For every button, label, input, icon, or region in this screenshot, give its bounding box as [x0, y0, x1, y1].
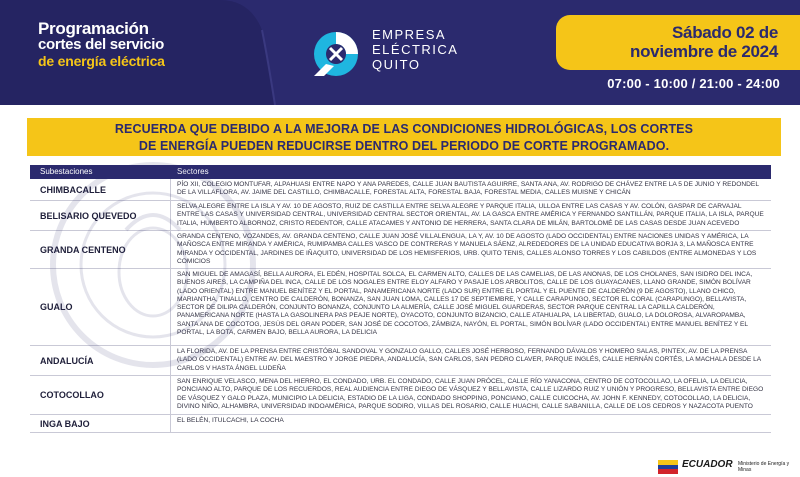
notice-banner [27, 118, 781, 156]
sector-list: PÍO XII, COLEGIO MONTUFAR, ALPAHUASI ENTRE NAPO Y ANA PAREDES, CALLE JUAN BAUTISTA AGUIRRE, SANTA ANA, AV. RODRIGO DE CHÁVEZ ENTRE LA 5 DE JUNIO Y REDONDEL DE LA VILLAFLORA, AV. JAIME DEL CASTILLO, CHIMBACALLE, FORESTAL ALTA, FORESTAL BAJA, FORESTAL MEDIA, CALLES MUISNE Y CHICÁN [177, 181, 759, 197]
sector-list: SAN MIGUEL DE AMAGASÍ, BELLA AURORA, EL EDÉN, HOSPITAL SOLCA, EL CARMEN ALTO, CALLES DE LAS CAMELIAS, DE LAS ANONAS, DE LOS CHOLANES, SAN ISIDRO DEL INCA, BUENOS AIRES, LA CAMPIÑA DEL INCA, CALLE DE LOS NOGALES ENTRE ELOY ALFARO Y PASAJE LOS ARBOLITOS, CALLE DE LOS GUAYACANES, LLANO GRANDE, SIMÓN BOLÍVAR (LADO ORIENTAL) ENTRE MANUEL BENÍTEZ Y EL PORTAL, PANAMERICANA NORTE (LADO SUR) ENTRE EL PORTAL Y EL PUENTE DE CALDERÓN (9 DE AGOSTO), LLANO CHICO, MARIANTHA, TINALLO, CENTRO DE CALDERÓN, BONANZA, SAN JUAN LOMA, CALLES 17 DE SEPTIEMBRE, Y CALLE CARAPUNGO, SECTOR EL CORAL (CARAPUNGO), BELLAVISTA, SECTOR DE DILIPA CALDERÓN, CONJUNTO BONANZA, CONJUNTO LA ALMERÍA, CALLE JOSÉ MIGUEL GUARDERAS, SECTOR PARQUE CENTRAL LA CAPILLA CALDERÓN, PANAMERICANA NORTE (HASTA LA GASOLINERA PAS PEAJE NORTE), OYACOTO, CONJUNTO BIZANCIO, CALLE ATAHUALPA, LA LIBERTAD, GUALO, LA DOLOROSA, ALVAROPAMBA, SANTA ANA DE COCOTOG, JESÚS DEL GRAN PODER, SAN JOSÉ DE COCOTOG, ZÁMBIZA, NAYÓN, EL PORTAL, SIMÓN BOLÍVAR (LADO OCCIDENTAL) ENTRE MANUEL BENÍTEZ Y EL PORTAL, LA BOTA, CARMEN BAJO, BELLA AURORA, LA DELICIA [177, 271, 753, 337]
substation-name: CHIMBACALLE [40, 184, 106, 195]
header-banner [0, 0, 800, 105]
watermark-seal-icon [48, 160, 258, 370]
title-line-2: cortes del servicio [38, 36, 165, 53]
substation-name: GRANDA CENTENO [40, 244, 126, 255]
notice-line-1: RECUERDA QUE DEBIDO A LA MEJORA DE LAS CONDICIONES HIDROLÓGICAS, LOS CORTES [114, 122, 694, 136]
company-line-3: QUITO [372, 57, 421, 72]
footer-ministry: Ministerio de Energía y Minas [738, 461, 790, 473]
company-line-2: ELÉCTRICA [372, 42, 459, 57]
sector-list: GRANDA CENTENO, VOZANDES, AV. GRANDA CENTENO, CALLE JUAN JOSÉ VILLALENGUA, LA Y, AV. 10 DE AGOSTO (LADO OCCIDENTAL) ENTRE NACIONES UNIDAS Y AMÉRICA, LA MAÑOSCA ENTRE MIRANDA Y AMÉRICA, RUMIPAMBA CALLES VASCO DE CONTRERAS Y MANUELA SÁENZ, ALREDEDORES DE LA UNIDAD EDUCATIVA BORJA 3, LA MAÑOSCA ENTRE MIRANDA Y OCCIDENTAL, JARDINES DE IÑAQUITO, UNIVERSIDAD DE LOS HEMISFERIOS, URB. QUITO TENIS, CALLES ALONSO TORRES Y LOS CABILDOS (ENTRE ALMONEDAS Y LOS COMICIOS [177, 233, 757, 265]
date-badge [556, 15, 800, 70]
ecuador-flag-icon [658, 460, 678, 474]
company-name [372, 27, 458, 72]
table-row [30, 376, 771, 415]
title-line-3: de energía eléctrica [38, 53, 165, 69]
substation-name: GUALO [40, 302, 73, 312]
column-header-substations: Subestaciones [40, 167, 93, 176]
date-text [578, 23, 778, 61]
substation-name: INGA BAJO [40, 418, 90, 429]
company-line-1: EMPRESA [372, 27, 447, 42]
ecuador-government-logo [658, 458, 800, 477]
sector-list: SAN ENRIQUE VELASCO, MENA DEL HIERRO, EL CONDADO, URB. EL CONDADO, CALLE JUAN PRÓCEL, CALLE RÍO YANACONA, CENTRO DE COTOCOLLAO, LA OFELIA, LA DELICIA, PONCIANO ALTO, PARQUE DE LOS RECUERDOS, REAL AUDIENCIA ENTRE DIEGO DE VÁSQUEZ Y BELLAVISTA, CALLE LIZARDO RUIZ Y UNIÓN Y PROGRESO, BELLAVISTA ENTRE DIEGO DE VÁSQUEZ Y GALO PLAZA, MUNICIPIO LA DELICIA, ESTADIO DE LA LIGA, CONDADO SHOPPING, PONCIANO, CALLE CUICOCHA, AV. JOHN F. KENNEDY, COTOCOLLAO, LA DELICIA, DIVINO NIÑO, ALHAMBRA, UNIVERSIDAD INDOAMÉRICA, PARQUE SODIRO, VILLAS DEL ROSARIO, CALLE HUACHI, CALLE SABANILLA, CALLE DE LOS CEDROS Y NAZACOTA PUENTO [177, 378, 764, 410]
sector-list: EL BELÉN, ITULCACHI, LA COCHA [177, 417, 284, 424]
eeq-logo-icon [310, 28, 366, 80]
outage-hours: 07:00 - 10:00 / 21:00 - 24:00 [607, 76, 780, 91]
page-title [38, 20, 208, 69]
notice-line-2: DE ENERGÍA PUEDEN REDUCIRSE DENTRO DEL PERIODO DE CORTE PROGRAMADO. [138, 139, 670, 153]
column-header-sectors: Sectores [177, 167, 209, 176]
substation-name: BELISARIO QUEVEDO [40, 210, 137, 221]
date-line-2: noviembre de 2024 [630, 42, 778, 61]
substation-name: COTOCOLLAO [40, 390, 104, 400]
sector-list: SELVA ALEGRE ENTRE LA ISLA Y AV. 10 DE AGOSTO, RUIZ DE CASTILLA ENTRE SELVA ALEGRE Y PARQUE ITALIA, ULLOA ENTRE LAS CASAS Y AV. COLÓN, GASPAR DE CARVAJAL ENTRE LAS CASAS Y UNIVERSIDAD CENTRAL, UNIVERSIDAD CENTRAL SECTOR ORIENTAL, AV. LA GASCA ENTRE AMÉRICA Y FERNANDO SANTILLÁN, PARQUE ITALIA, LA ISLA, PARQUE ITALIA, HUMBERTO ALBORNOZ, CRISTO REDENTOR, CALLE ATACAMES Y ANTONIO DE HERRERA, SANTA CLARA DE MILÁN, BARTOLOMÉ DE LAS CASAS DESDE JUAN ACEVEDO [177, 203, 764, 227]
date-line-1: Sábado 02 de [672, 23, 778, 42]
sector-list: LA FLORIDA, AV. DE LA PRENSA ENTRE CRISTÓBAL SANDOVAL Y GONZALO GALLO, CALLES JOSÉ HERBOSO, FERNANDO DÁVALOS Y HOMERO SALAS, PINTEX, AV. DE LA PRENSA (LADO OCCIDENTAL) ENTRE AV. DEL MAESTRO Y JORGE PIEDRA, ANDALUCÍA, SAN CARLOS, SAN PEDRO CLAVER, PARQUE INGLÉS, CALLE HERNÁN CORTÉS, LA MACHALA DESDE LA CARLOS V HASTA ÁNGEL LUDEÑA [177, 348, 761, 372]
footer-brand: ECUADOR [682, 459, 733, 470]
substation-name: ANDALUCÍA [40, 355, 94, 366]
title-line-1: Programación [38, 19, 149, 38]
table-row [30, 415, 771, 433]
